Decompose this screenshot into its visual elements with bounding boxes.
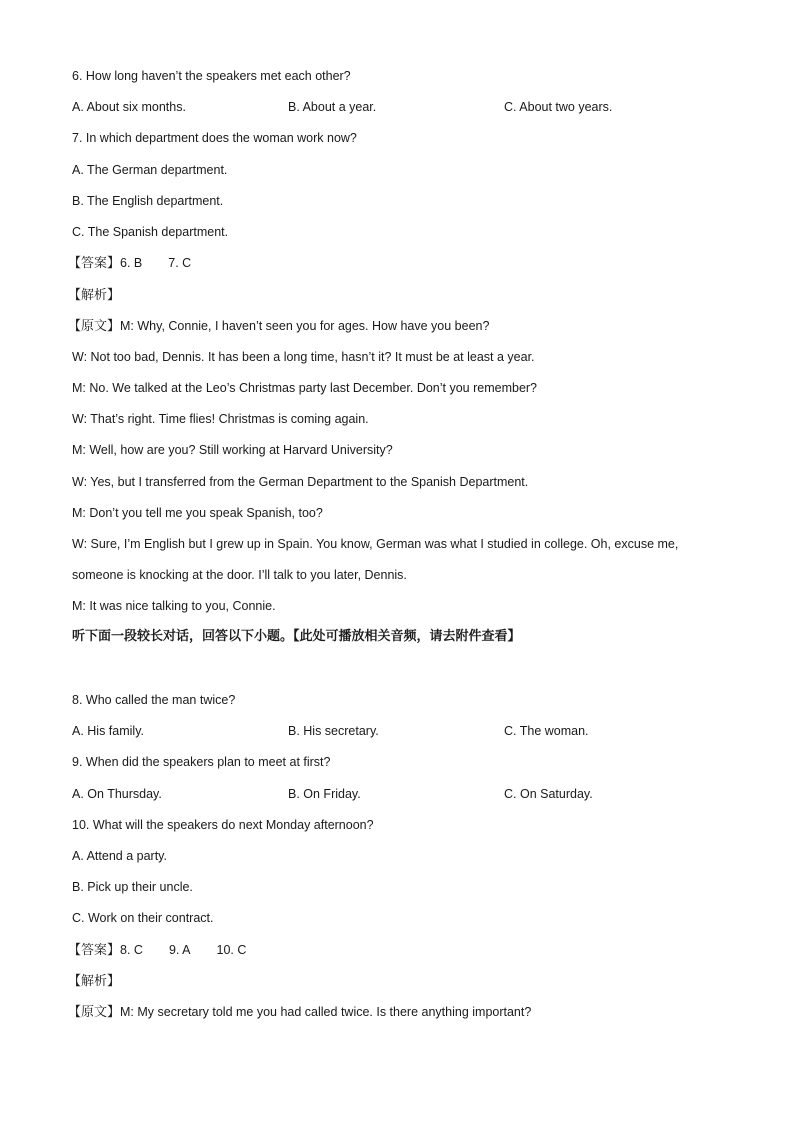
question-9-options (72, 786, 722, 802)
option-c: C. The woman. (504, 724, 589, 738)
analysis-heading-2 (68, 973, 120, 990)
question-10-option-c: C. Work on their contract. (72, 911, 214, 925)
question-9: 9. When did the speakers plan to meet at first? (72, 755, 331, 769)
transcript-line: W: Sure, I’m English but I grew up in Spain. You know, German was what I studied in college. Oh, excuse me, (72, 537, 679, 551)
transcript-line: M: It was nice talking to you, Connie. (72, 599, 276, 613)
answer-7: 7. C (168, 256, 192, 270)
option-b: B. About a year. (288, 100, 377, 114)
question-6-options (72, 99, 722, 115)
answer-9: 9. A (168, 943, 191, 957)
transcript-tag: 【原文】 (68, 1005, 121, 1020)
question-10-option-b: B. Pick up their uncle. (72, 880, 193, 894)
question-7-option-b: B. The English department. (72, 194, 224, 208)
answer-6: 6. B (120, 256, 143, 270)
option-b: B. His secretary. (288, 724, 379, 738)
transcript-line: W: Not too bad, Dennis. It has been a long time, hasn’t it? It must be at least a year. (72, 350, 535, 364)
question-6: 6. How long haven’t the speakers met each other? (72, 69, 351, 83)
transcript-line (68, 318, 489, 335)
transcript-line: someone is knocking at the door. I’ll talk to you later, Dennis. (72, 568, 407, 582)
question-8: 8. Who called the man twice? (72, 693, 236, 707)
answer-line-2 (68, 942, 246, 959)
transcript-line: W: That’s right. Time flies! Christmas is coming again. (72, 412, 369, 426)
option-c: C. About two years. (504, 100, 613, 114)
transcript-line: M: Don’t you tell me you speak Spanish, too? (72, 506, 323, 520)
answer-tag: 【答案】 (68, 943, 121, 958)
analysis-heading-1 (68, 287, 120, 304)
listening-instruction: 听下面一段较长对话，回答以下小题。【此处可播放相关音频，请去附件查看】 (72, 629, 521, 644)
option-a: A. About six months. (72, 100, 186, 114)
question-7-option-a: A. The German department. (72, 163, 228, 177)
answer-10: 10. C (216, 943, 247, 957)
question-7-option-c: C. The Spanish department. (72, 225, 229, 239)
question-10: 10. What will the speakers do next Monday afternoon? (72, 818, 374, 832)
question-10-option-a: A. Attend a party. (72, 849, 167, 863)
answer-line-1 (68, 255, 191, 272)
transcript-tag: 【原文】 (68, 319, 121, 334)
answer-tag: 【答案】 (68, 256, 121, 271)
transcript-line (68, 1004, 531, 1021)
transcript-line: M: Well, how are you? Still working at Harvard University? (72, 443, 393, 457)
option-a: A. On Thursday. (72, 787, 162, 801)
transcript-text: M: Why, Connie, I haven’t seen you for ages. How have you been? (120, 319, 490, 333)
option-b: B. On Friday. (288, 787, 361, 801)
analysis-tag: 【解析】 (68, 288, 121, 303)
analysis-tag: 【解析】 (68, 974, 121, 989)
option-a: A. His family. (72, 724, 144, 738)
question-7: 7. In which department does the woman work now? (72, 131, 357, 145)
transcript-line: M: No. We talked at the Leo’s Christmas party last December. Don’t you remember? (72, 381, 538, 395)
transcript-text: M: My secretary told me you had called twice. Is there anything important? (120, 1005, 532, 1019)
question-8-options (72, 723, 722, 739)
option-c: C. On Saturday. (504, 787, 593, 801)
transcript-line: W: Yes, but I transferred from the German Department to the Spanish Department. (72, 475, 529, 489)
answer-8: 8. C (120, 943, 143, 957)
